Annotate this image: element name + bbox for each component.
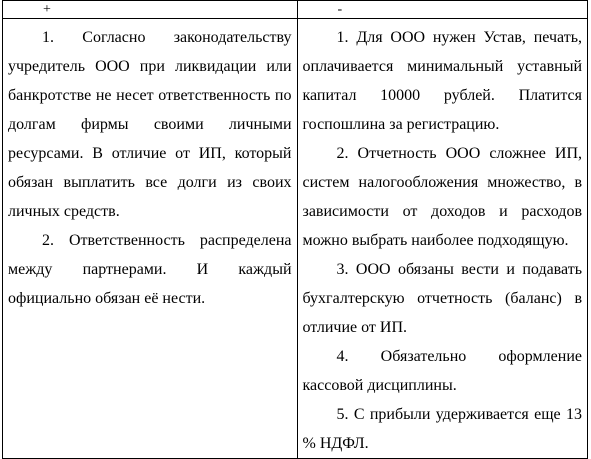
cons-header: -: [297, 1, 588, 19]
cons-item-4: 4. Обязательно оформление кассовой дисциплины.: [302, 348, 582, 394]
pros-item-1: 1. Согласно законодательству учредитель ООО при ликвидации или банкротстве не несет ответственность по долгам фирмы своими личными ресурсами. В отличие от ИП, который обязан выплатить все долги из своих личных средств.: [8, 29, 292, 220]
cons-cell: [297, 19, 588, 459]
content-row: [3, 19, 588, 459]
cons-item-2: 2. Отчетность ООО сложнее ИП, систем налогообложения множество, в зависимости от доходов и расходов можно выбрать наиболее подходящую.: [302, 145, 582, 249]
cons-item-5: 5. С прибыли удерживается еще 13 % НДФЛ.: [302, 406, 582, 452]
pros-header: +: [3, 1, 298, 19]
pros-cell: [3, 19, 298, 459]
cons-item-3: 3. ООО обязаны вести и подавать бухгалтерскую отчетность (баланс) в отличие от ИП.: [302, 261, 582, 336]
pros-item-2: 2. Ответственность распределена между партнерами. И каждый официально обязан её нести.: [8, 232, 292, 307]
cons-item-1: 1. Для ООО нужен Устав, печать, оплачивается минимальный уставный капитал 10000 рублей. Платится госпошлина за регистрацию.: [302, 29, 582, 133]
header-row: [3, 1, 588, 19]
pros-cons-table: [2, 0, 588, 459]
